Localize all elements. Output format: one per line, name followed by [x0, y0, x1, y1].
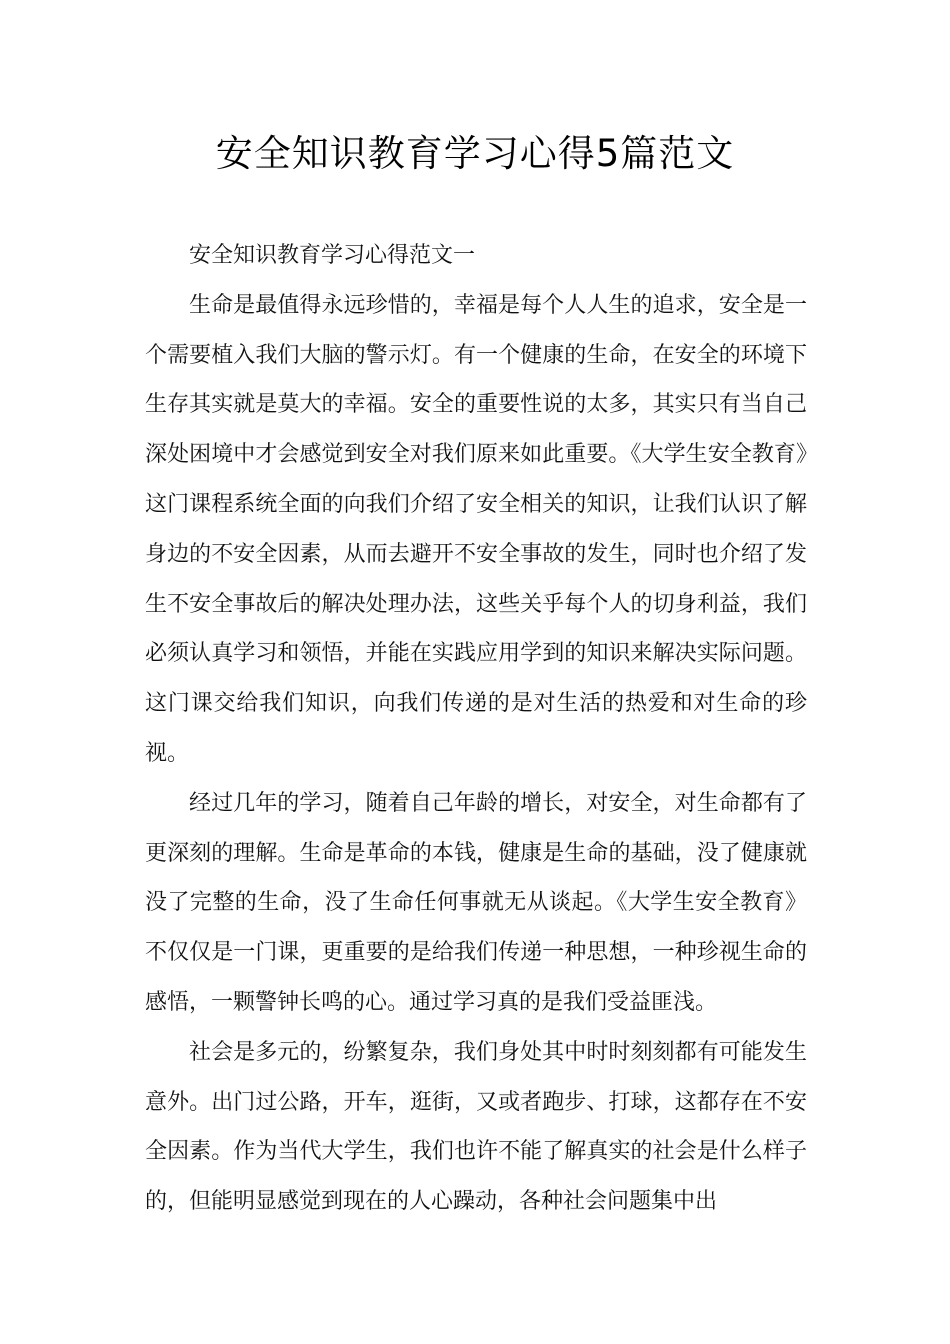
document-title: 安全知识教育学习心得5篇范文	[215, 132, 735, 175]
paragraph: 社会是多元的，纷繁复杂，我们身处其中时时刻刻都有可能发生意外。出门过公路，开车，逛街，又或者跑步、打球，这都存在不安全因素。作为当代大学生，我们也许不能了解真实的社会是什么样子的，但能明显感觉到现在的人心躁动，各种社会问题集中出	[145, 1039, 807, 1215]
paragraph: 生命是最值得永远珍惜的，幸福是每个人人生的追求，安全是一个需要植入我们大脑的警示灯。有一个健康的生命，在安全的环境下生存其实就是莫大的幸福。安全的重要性说的太多，其实只有当自己深处困境中才会感觉到安全对我们原来如此重要。《大学生安全教育》这门课程系统全面的向我们介绍了安全相关的知识，让我们认识了解身边的不安全因素，从而去避开不安全事故的发生，同时也介绍了发生不安全事故后的解决处理办法，这些关乎每个人的切身利益，我们必须认真学习和领悟，并能在实践应用学到的知识来解决实际问题。这门课交给我们知识，向我们传递的是对生活的热爱和对生命的珍视。	[145, 292, 807, 766]
paragraph: 经过几年的学习，随着自己年龄的增长，对安全，对生命都有了更深刻的理解。生命是革命的本钱，健康是生命的基础，没了健康就没了完整的生命，没了生命任何事就无从谈起。《大学生安全教育》不仅仅是一门课，更重要的是给我们传递一种思想，一种珍视生命的感悟，一颗警钟长鸣的心。通过学习真的是我们受益匪浅。	[145, 790, 807, 1015]
document-body	[145, 231, 807, 1227]
section-heading: 安全知识教育学习心得范文一	[189, 243, 476, 268]
